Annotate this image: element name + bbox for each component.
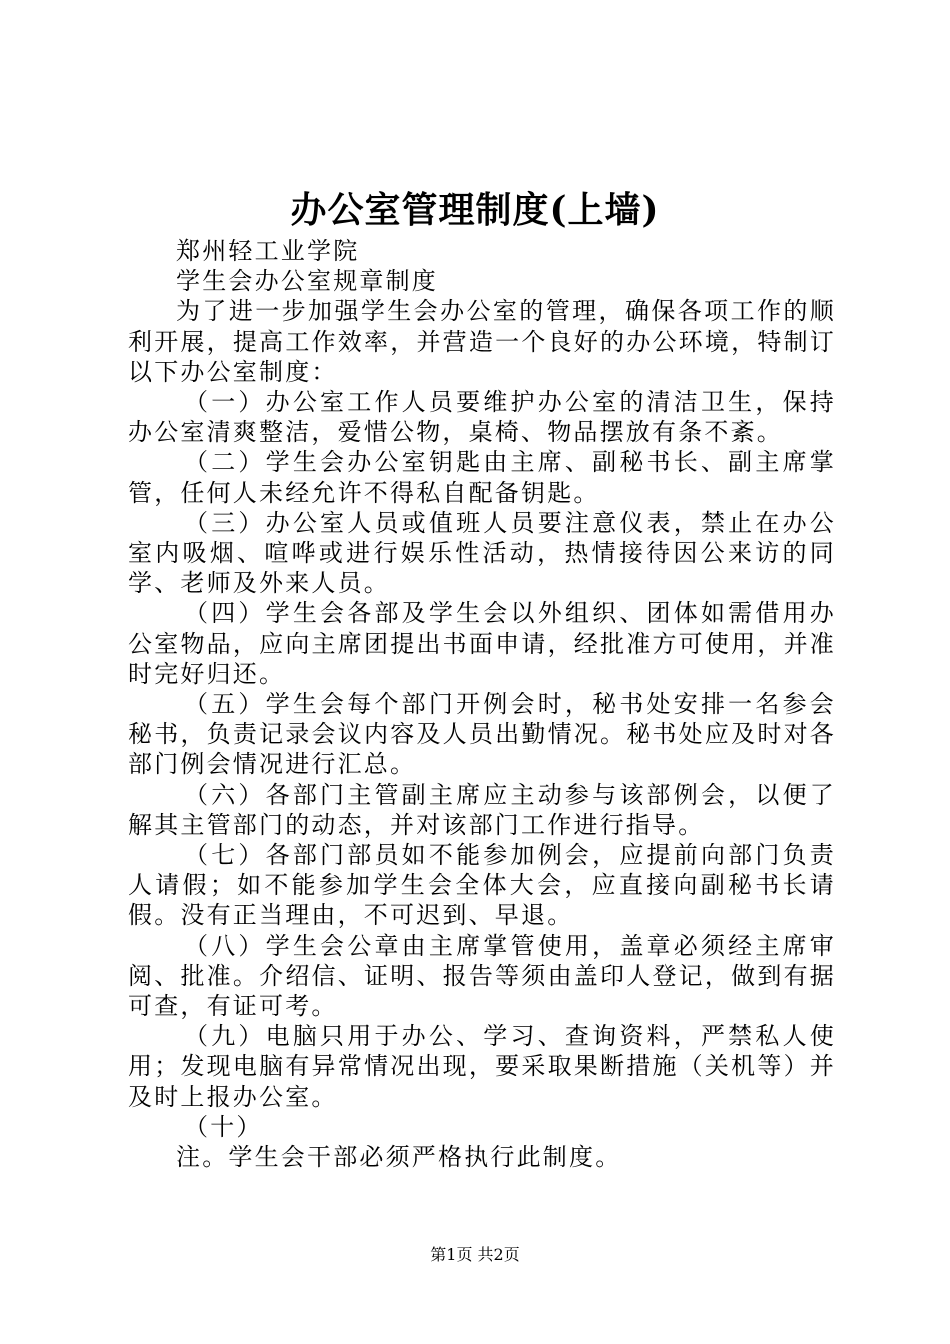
document-body: [128, 236, 836, 1172]
closing-note: 注。学生会干部必须严格执行此制度。: [176, 1143, 622, 1172]
rule-item-9: （九）电脑只用于办公、学习、查询资料，严禁私人使用；发现电脑有异常情况出现，要采取果断措施（关机等）并及时上报办公室。: [128, 1022, 836, 1111]
rule-item-10: （十）: [184, 1112, 263, 1141]
rule-item-3: （三）办公室人员或值班人员要注意仪表，禁止在办公室内吸烟、喧哗或进行娱乐性活动，热情接待因公来访的同学、老师及外来人员。: [128, 508, 836, 598]
rule-item-5: （五）学生会每个部门开例会时，秘书处安排一名参会秘书，负责记录会议内容及人员出勤情况。秘书处应及时对各部门例会情况进行汇总。: [128, 690, 836, 779]
rule-item-4: （四）学生会各部及学生会以外组织、团体如需借用办公室物品，应向主席团提出书面申请，经批准方可使用，并准时完好归还。: [128, 599, 836, 688]
intro-paragraph: 为了进一步加强学生会办公室的管理，确保各项工作的顺利开展，提高工作效率，并营造一个良好的办公环境，特制订以下办公室制度：: [128, 297, 836, 386]
document-subtitle: 学生会办公室规章制度: [176, 267, 438, 296]
rule-item-1: （一）办公室工作人员要维护办公室的清洁卫生，保持办公室清爽整洁，爱惜公物，桌椅、物品摆放有条不紊。: [128, 388, 836, 447]
page-title: 办公室管理制度(上墙): [290, 189, 660, 231]
rule-item-7: （七）各部门部员如不能参加例会，应提前向部门负责人请假；如不能参加学生会全体大会，应直接向副秘书长请假。没有正当理由，不可迟到、早退。: [128, 841, 836, 930]
school-name: 郑州轻工业学院: [176, 237, 360, 265]
rule-item-2: （二）学生会办公室钥匙由主席、副秘书长、副主席掌管，任何人未经允许不得私自配备钥匙。: [128, 448, 836, 507]
rule-item-6: （六）各部门主管副主席应主动参与该部例会，以便了解其主管部门的动态，并对该部门工作进行指导。: [128, 780, 836, 839]
page-number: 第1页 共2页: [430, 1245, 520, 1264]
rule-item-8: （八）学生会公章由主席掌管使用，盖章必须经主席审阅、批准。介绍信、证明、报告等须由盖印人登记，做到有据可查，有证可考。: [128, 931, 836, 1021]
